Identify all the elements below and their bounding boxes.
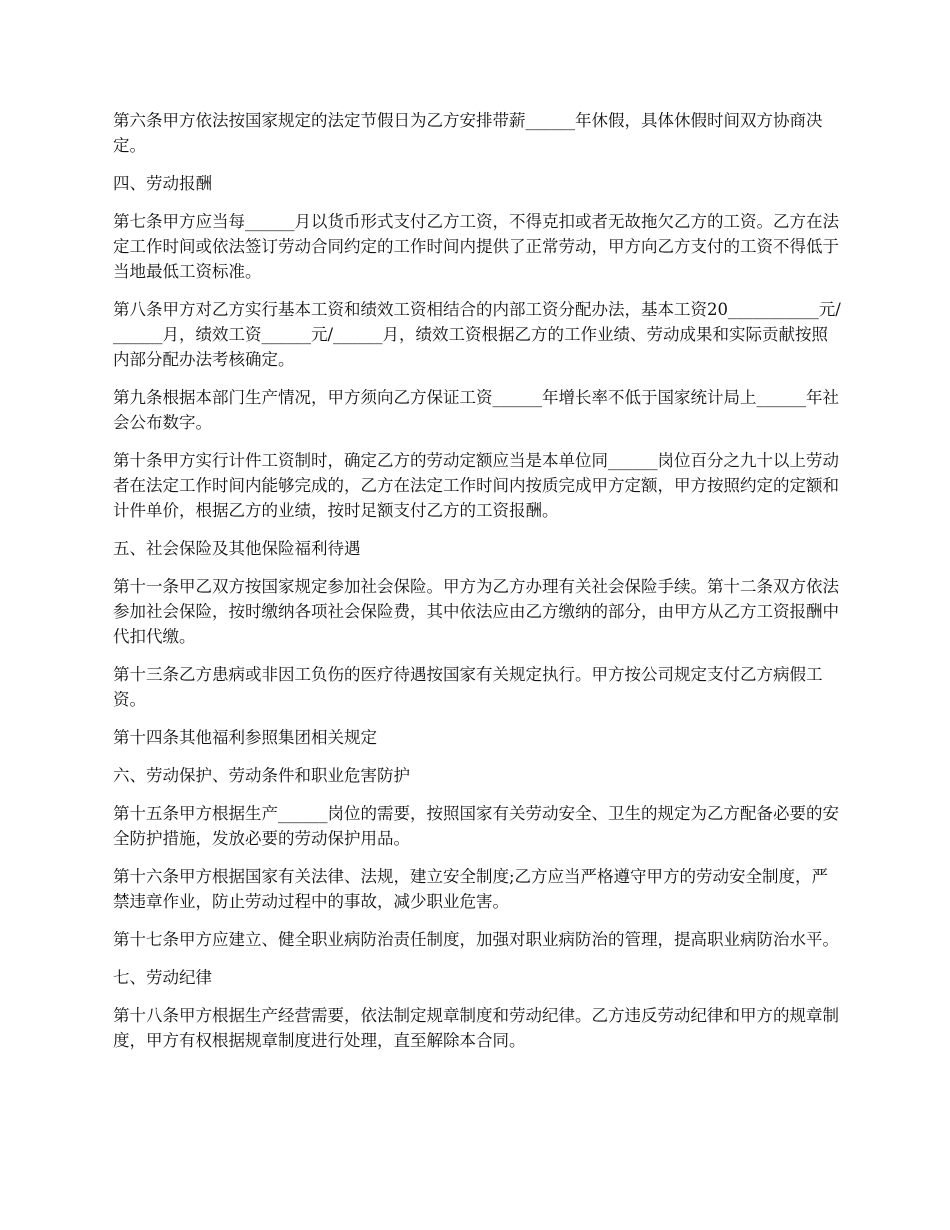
- section-heading-labor-discipline: 七、劳动纪律: [113, 968, 212, 987]
- clause-11-12: 第十一条甲乙双方按国家规定参加社会保险。甲方为乙方办理有关社会保险手续。第十二条双方依法参加社会保险，按时缴纳各项社会保险费，其中依法应由乙方缴纳的部分，由甲方从乙方工资报酬中代扣代缴。: [113, 577, 839, 646]
- clause-15: 第十五条甲方根据生产______岗位的需要，按照国家有关劳动安全、卫生的规定为乙方配备必要的安全防护措施，发放必要的劳动保护用品。: [113, 804, 839, 848]
- clause-6: 第六条甲方依法按国家规定的法定节假日为乙方安排带薪______年休假，具体休假时间双方协商决定。: [113, 111, 823, 155]
- clause-7: 第七条甲方应当每______月以货币形式支付乙方工资，不得克扣或者无故拖欠乙方的工资。乙方在法定工作时间或依法签订劳动合同约定的工作时间内提供了正常劳动，甲方向乙方支付的工资不得低于当地最低工资标准。: [113, 212, 839, 281]
- clause-16: 第十六条甲方根据国家有关法律、法规，建立安全制度;乙方应当严格遵守甲方的劳动安全制度，严禁违章作业，防止劳动过程中的事故，减少职业危害。: [113, 867, 829, 911]
- clause-13: 第十三条乙方患病或非因工负伤的医疗待遇按国家有关规定执行。甲方按公司规定支付乙方病假工资。: [113, 665, 823, 709]
- clause-18: 第十八条甲方根据生产经营需要，依法制定规章制度和劳动纪律。乙方违反劳动纪律和甲方的规章制度，甲方有权根据规章制度进行处理，直至解除本合同。: [113, 1006, 839, 1050]
- section-heading-social-insurance: 五、社会保险及其他保险福利待遇: [113, 539, 361, 558]
- clause-14: 第十四条其他福利参照集团相关规定: [113, 728, 377, 747]
- clause-17: 第十七条甲方应建立、健全职业病防治责任制度，加强对职业病防治的管理，提高职业病防治水平。: [113, 930, 839, 949]
- clause-10: 第十条甲方实行计件工资制时，确定乙方的劳动定额应当是本单位同______岗位百分之九十以上劳动者在法定工作时间内能够完成的，乙方在法定工作时间内按质完成甲方定额，甲方按照约定的定额和计件单价，根据乙方的业绩，按时足额支付乙方的工资报酬。: [113, 451, 839, 520]
- clause-8: 第八条甲方对乙方实行基本工资和绩效工资相结合的内部工资分配办法，基本工资20___________元/______月，绩效工资______元/______月，绩效工资根据乙方的工作业绩、劳动成果和实际贡献按照内部分配办法考核确定。: [113, 300, 841, 369]
- document-body: [113, 108, 841, 1066]
- section-heading-labor-protection: 六、劳动保护、劳动条件和职业危害防护: [113, 766, 410, 785]
- clause-9: 第九条根据本部门生产情况，甲方须向乙方保证工资______年增长率不低于国家统计局上______年社会公布数字。: [113, 388, 839, 432]
- section-heading-labor-remuneration: 四、劳动报酬: [113, 174, 212, 193]
